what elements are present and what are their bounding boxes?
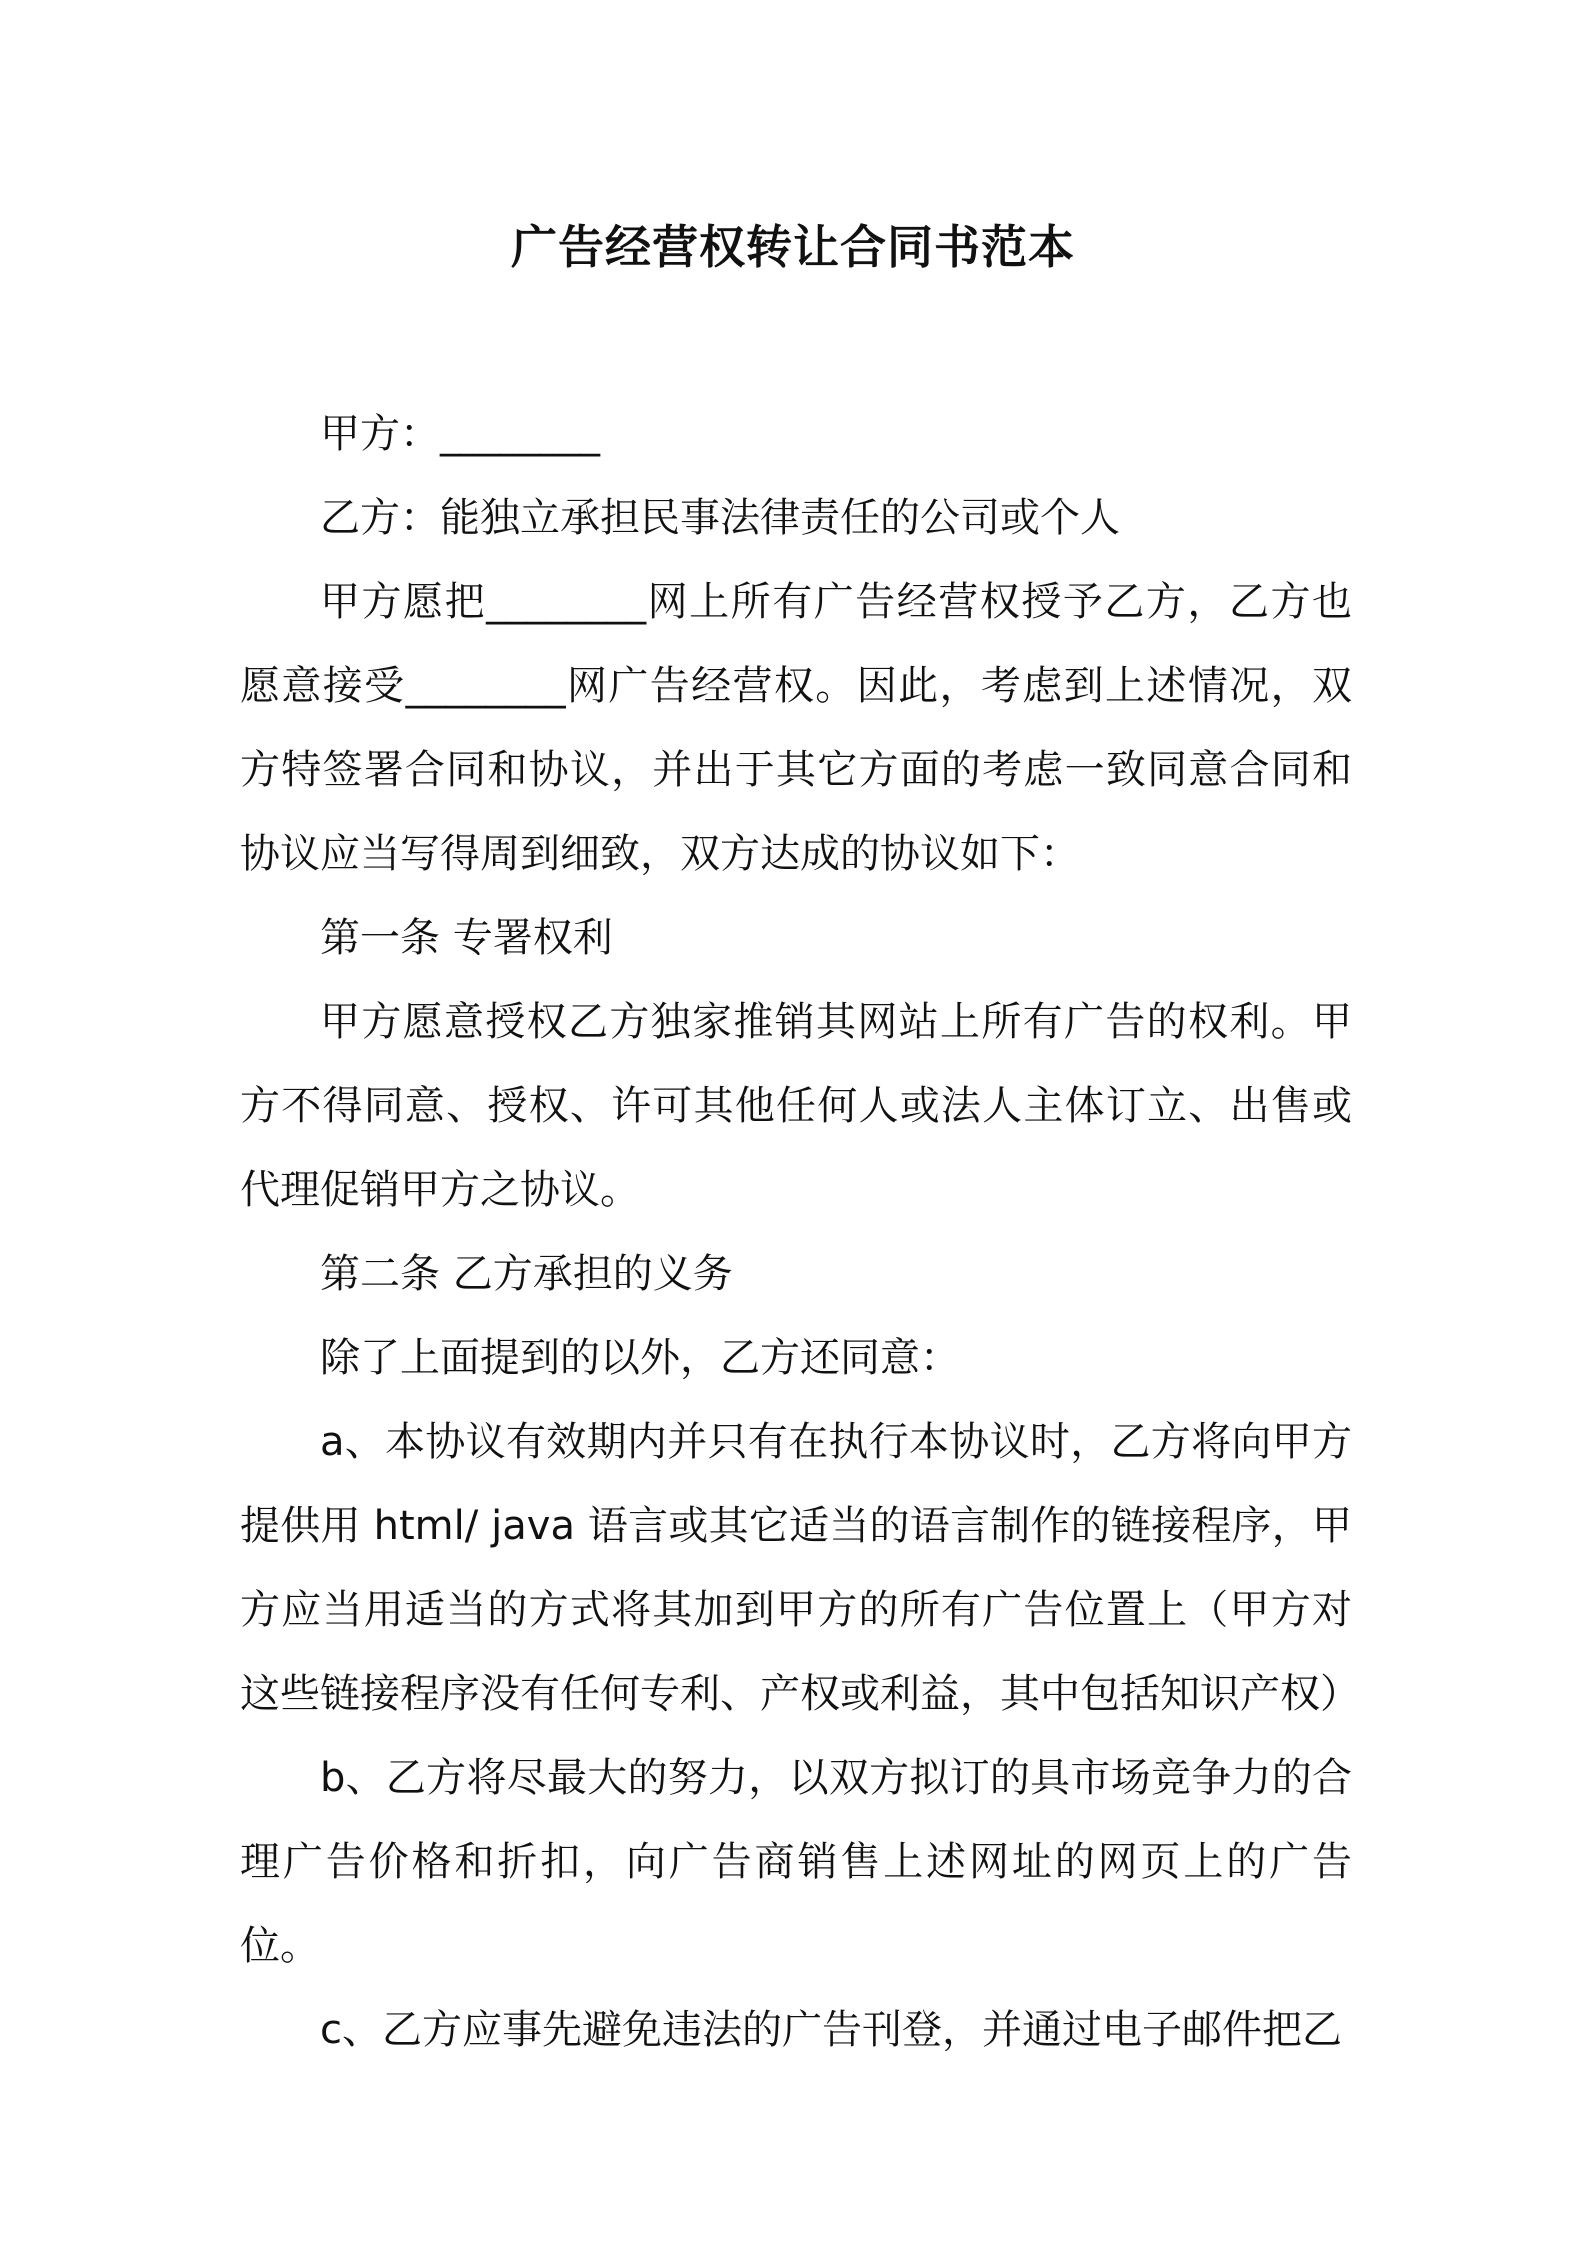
article-2-heading: 第二条 乙方承担的义务 [320, 1251, 733, 1297]
article-1-paragraph: 甲方愿意授权乙方独家推销其网站上所有广告的权利。甲方不得同意、授权、许可其他任何人或法人主体订立、出售或代理促销甲方之协议。 [240, 999, 1352, 1213]
article-2-intro: 除了上面提到的以外，乙方还同意： [320, 1335, 960, 1381]
party-b-line: 乙方：能独立承担民事法律责任的公司或个人 [320, 495, 1120, 541]
clause-a-paragraph: a、本协议有效期内并只有在执行本协议时，乙方将向甲方提供用 html/ java 语言或其它适当的语言制作的链接程序，甲方应当用适当的方式将其加到甲方的所有广告位置上（甲方对这些链接程序没有任何专利、产权或利益，其中包括知识产权） [240, 1419, 1360, 1717]
article-1-heading: 第一条 专署权利 [320, 915, 613, 961]
clause-b-paragraph: b、乙方将尽最大的努力，以双方拟订的具市场竞争力的合理广告价格和折扣，向广告商销售上述网址的网页上的广告位。 [240, 1755, 1352, 1969]
preamble-paragraph: 甲方愿把________网上所有广告经营权授予乙方，乙方也愿意接受________网广告经营权。因此，考虑到上述情况，双方特签署合同和协议，并出于其它方面的考虑一致同意合同和协议应当写得周到细致，双方达成的协议如下： [240, 579, 1352, 877]
document-body [240, 392, 1360, 2072]
document-title: 广告经营权转让合同书范本 [511, 220, 1075, 274]
clause-c-paragraph: c、乙方应事先避免违法的广告刊登，并通过电子邮件把乙 [320, 2007, 1342, 2053]
party-a-line: 甲方：________ [320, 411, 600, 457]
